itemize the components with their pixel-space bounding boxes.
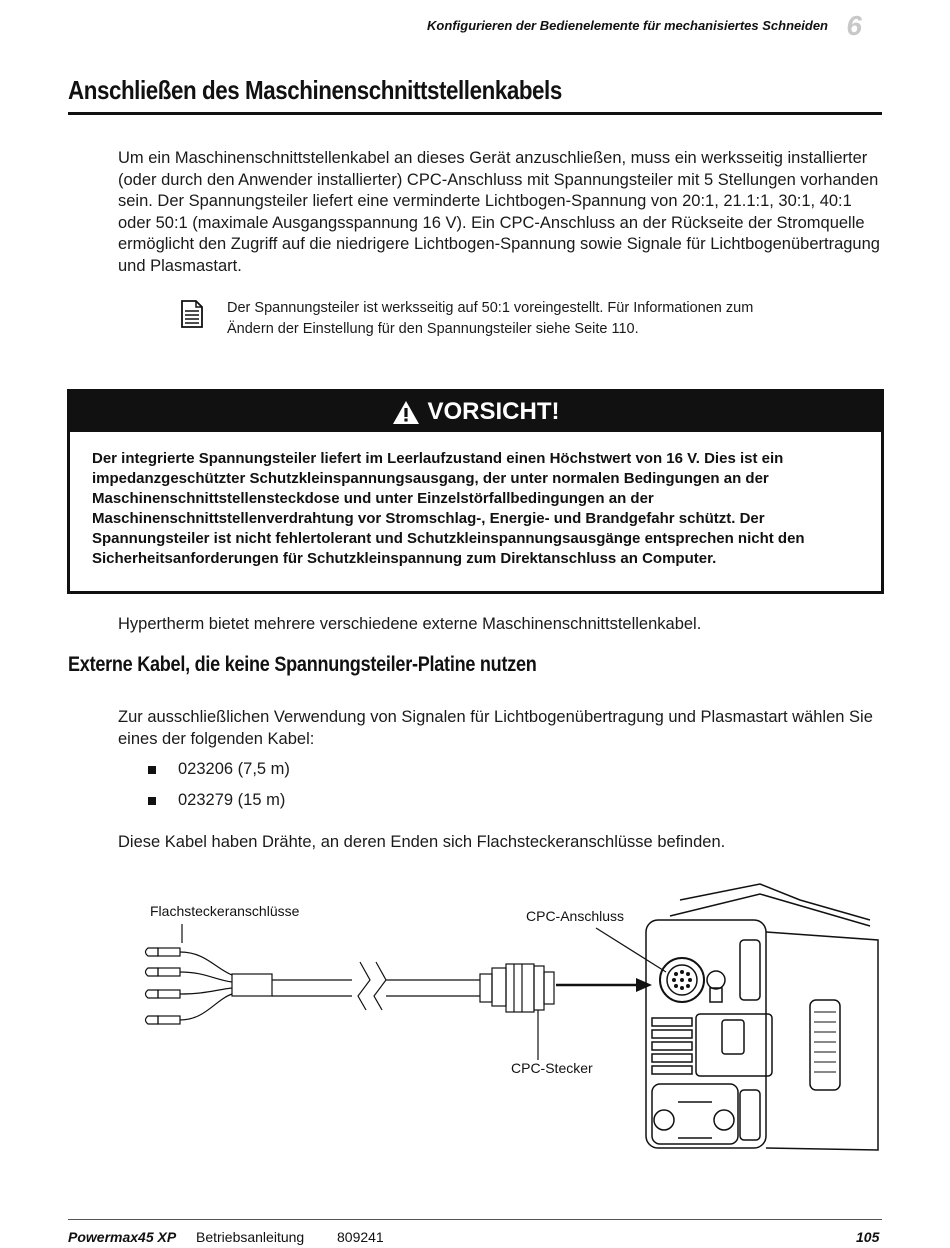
power-supply-unit: [646, 884, 878, 1150]
subsection-intro: Zur ausschließlichen Verwendung von Signalen für Lichtbogenübertragung und Plasmastart wählen Sie eines der folgenden Kabel:: [118, 708, 873, 748]
list-item: [148, 760, 290, 779]
bullet-icon: [148, 766, 156, 774]
cpc-plug-label: CPC-Stecker: [511, 1060, 593, 1076]
caution-text: Der integrierte Spannungsteiler liefert im Leerlaufzustand einen Höchstwert von 16 V. Dies ist ein impedanzgeschützter Schutzkleinspannungsausgang, der unter normalen Bedingungen an der Maschinenschnittstellensteckdose und unter Einzelstörfallbedingungen an der Maschinenschnittstellenverdrahtung vor Stromschlag-, Energie- und Brandgefahr schützt. Der Spannungsteiler ist nicht fehlertolerant und Schutzkleinspannungsausgänge entsprechen nicht den Sicherheitsanforderungen für Schutzkleinspannung zum Direktanschluss an Computer.: [92, 450, 805, 567]
note-icon: [180, 300, 204, 328]
list-item-text: 023206 (7,5 m): [178, 760, 290, 778]
footer-doc-number: 809241: [337, 1229, 384, 1245]
terminal-lugs: [146, 948, 181, 1024]
page-title: Anschließen des Maschinenschnittstellenkabels: [68, 75, 562, 105]
chapter-number: 6: [846, 10, 862, 41]
cpc-port-label: CPC-Anschluss: [526, 908, 625, 924]
warning-triangle-icon: [392, 400, 420, 425]
running-header: Konfigurieren der Bedienelemente für mechanisiertes Schneiden: [427, 18, 828, 33]
caution-box: [67, 389, 884, 594]
cable-connection-figure: [0, 880, 950, 1180]
caution-title: VORSICHT!: [427, 398, 560, 425]
bullet-icon: [148, 797, 156, 805]
section-subheading: Externe Kabel, die keine Spannungsteiler-Platine nutzen: [68, 653, 537, 676]
caution-header: [70, 392, 881, 432]
footer-doc-type: Betriebsanleitung: [196, 1229, 305, 1245]
list-item: [148, 791, 285, 810]
note-text: Der Spannungsteiler ist werksseitig auf 50:1 voreingestellt. Für Informationen zum Ändern der Einstellung für den Spannungsteiler siehe Seite 110.: [227, 300, 754, 337]
cables-overview-text: Hypertherm bietet mehrere verschiedene externe Maschinenschnittstellenkabel.: [118, 615, 702, 633]
list-item-text: 023279 (15 m): [178, 791, 286, 809]
footer-product: Powermax45 XP: [68, 1229, 177, 1245]
terminals-label: Flachsteckeranschlüsse: [150, 903, 300, 919]
cable-illustration: [0, 880, 950, 1180]
footer-rule: [68, 1219, 882, 1220]
title-rule: [68, 112, 882, 115]
intro-paragraph: Um ein Maschinenschnittstellenkabel an dieses Gerät anzuschließen, muss ein werksseitig installierter (oder durch den Anwender installierter) CPC-Anschluss mit Spannungsteiler mit 5 Stellungen vorhanden sein. Der Spannungsteiler liefert eine verminderte Lichtbogen-Spannung von 20:1, 21.1:1, 30:1, 40:1 oder 50:1 (maximale Ausgangsspannung 16 V). Ein CPC-Anschluss an der Rückseite der Stromquelle ermöglicht den Zugriff auf die niedrigere Lichtbogen-Spannung sowie Signale für Lichtbogenübertragung und Plasmastart.: [118, 149, 880, 275]
cable-description: Diese Kabel haben Drähte, an deren Enden sich Flachsteckeranschlüsse befinden.: [118, 833, 726, 851]
page-number: 105: [856, 1229, 880, 1245]
